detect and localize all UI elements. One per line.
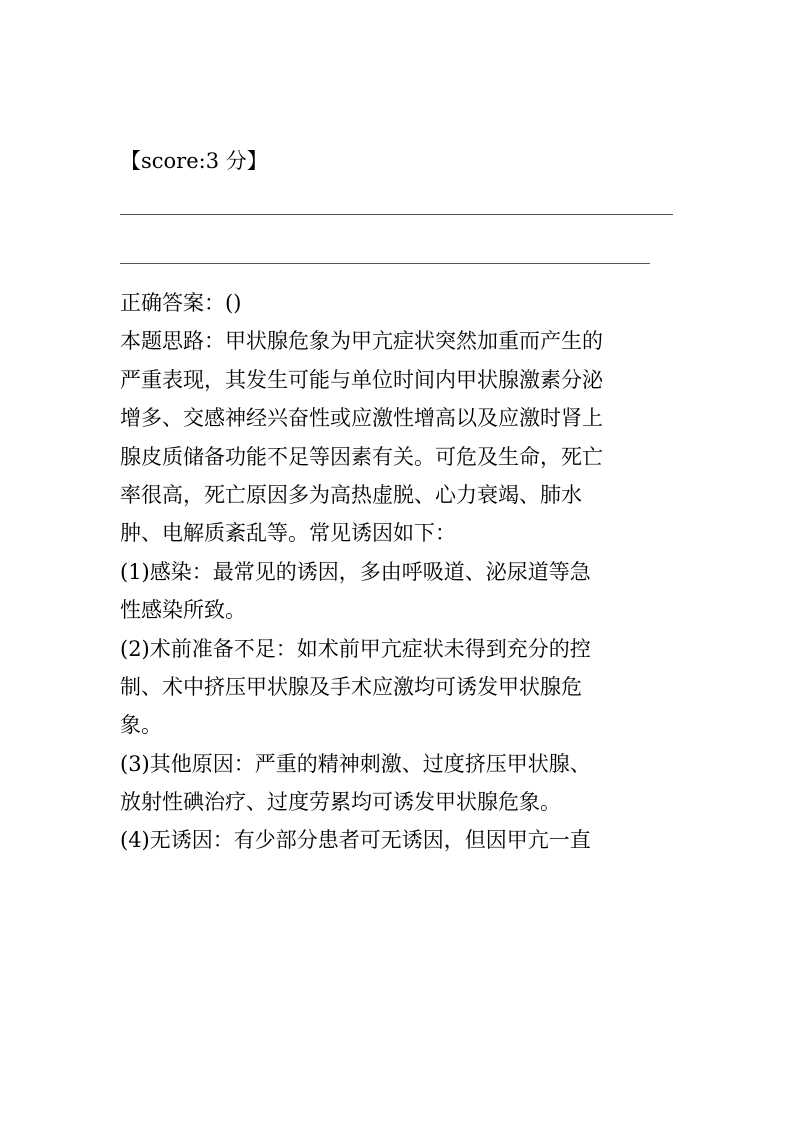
text-line: 象。 — [120, 713, 162, 738]
text-line: 严重表现，其发生可能与单位时间内甲状腺激素分泌 — [120, 367, 603, 392]
text-line: 肿、电解质紊乱等。常见诱因如下： — [120, 521, 456, 546]
answer-explanation — [120, 284, 676, 860]
text-line: 性感染所致。 — [120, 598, 246, 623]
text-line: (2)术前准备不足：如术前甲亢症状未得到充分的控 — [120, 636, 591, 661]
correct-answer-label: 正确答案：() — [120, 291, 242, 315]
answer-blank-line-2 — [120, 263, 650, 264]
text-line: 率很高，死亡原因多为高热虚脱、心力衰竭、肺水 — [120, 482, 582, 507]
answer-blank-line-1 — [120, 214, 673, 215]
text-line: (3)其他原因：严重的精神刺激、过度挤压甲状腺、 — [120, 751, 591, 776]
text-line: 腺皮质储备功能不足等因素有关。可危及生命，死亡 — [120, 444, 603, 469]
text-line: 本题思路：甲状腺危象为甲亢症状突然加重而产生的 — [120, 329, 603, 354]
text-line: (1)感染：最常见的诱因，多由呼吸道、泌尿道等急 — [120, 559, 591, 584]
text-line: 放射性碘治疗、过度劳累均可诱发甲状腺危象。 — [120, 790, 561, 815]
score-label: 【score:3 分】 — [120, 149, 268, 173]
text-line: 增多、交感神经兴奋性或应激性增高以及应激时肾上 — [120, 406, 603, 431]
text-line: 制、术中挤压甲状腺及手术应激均可诱发甲状腺危 — [120, 674, 582, 699]
text-line: (4)无诱因：有少部分患者可无诱因，但因甲亢一直 — [120, 828, 591, 853]
